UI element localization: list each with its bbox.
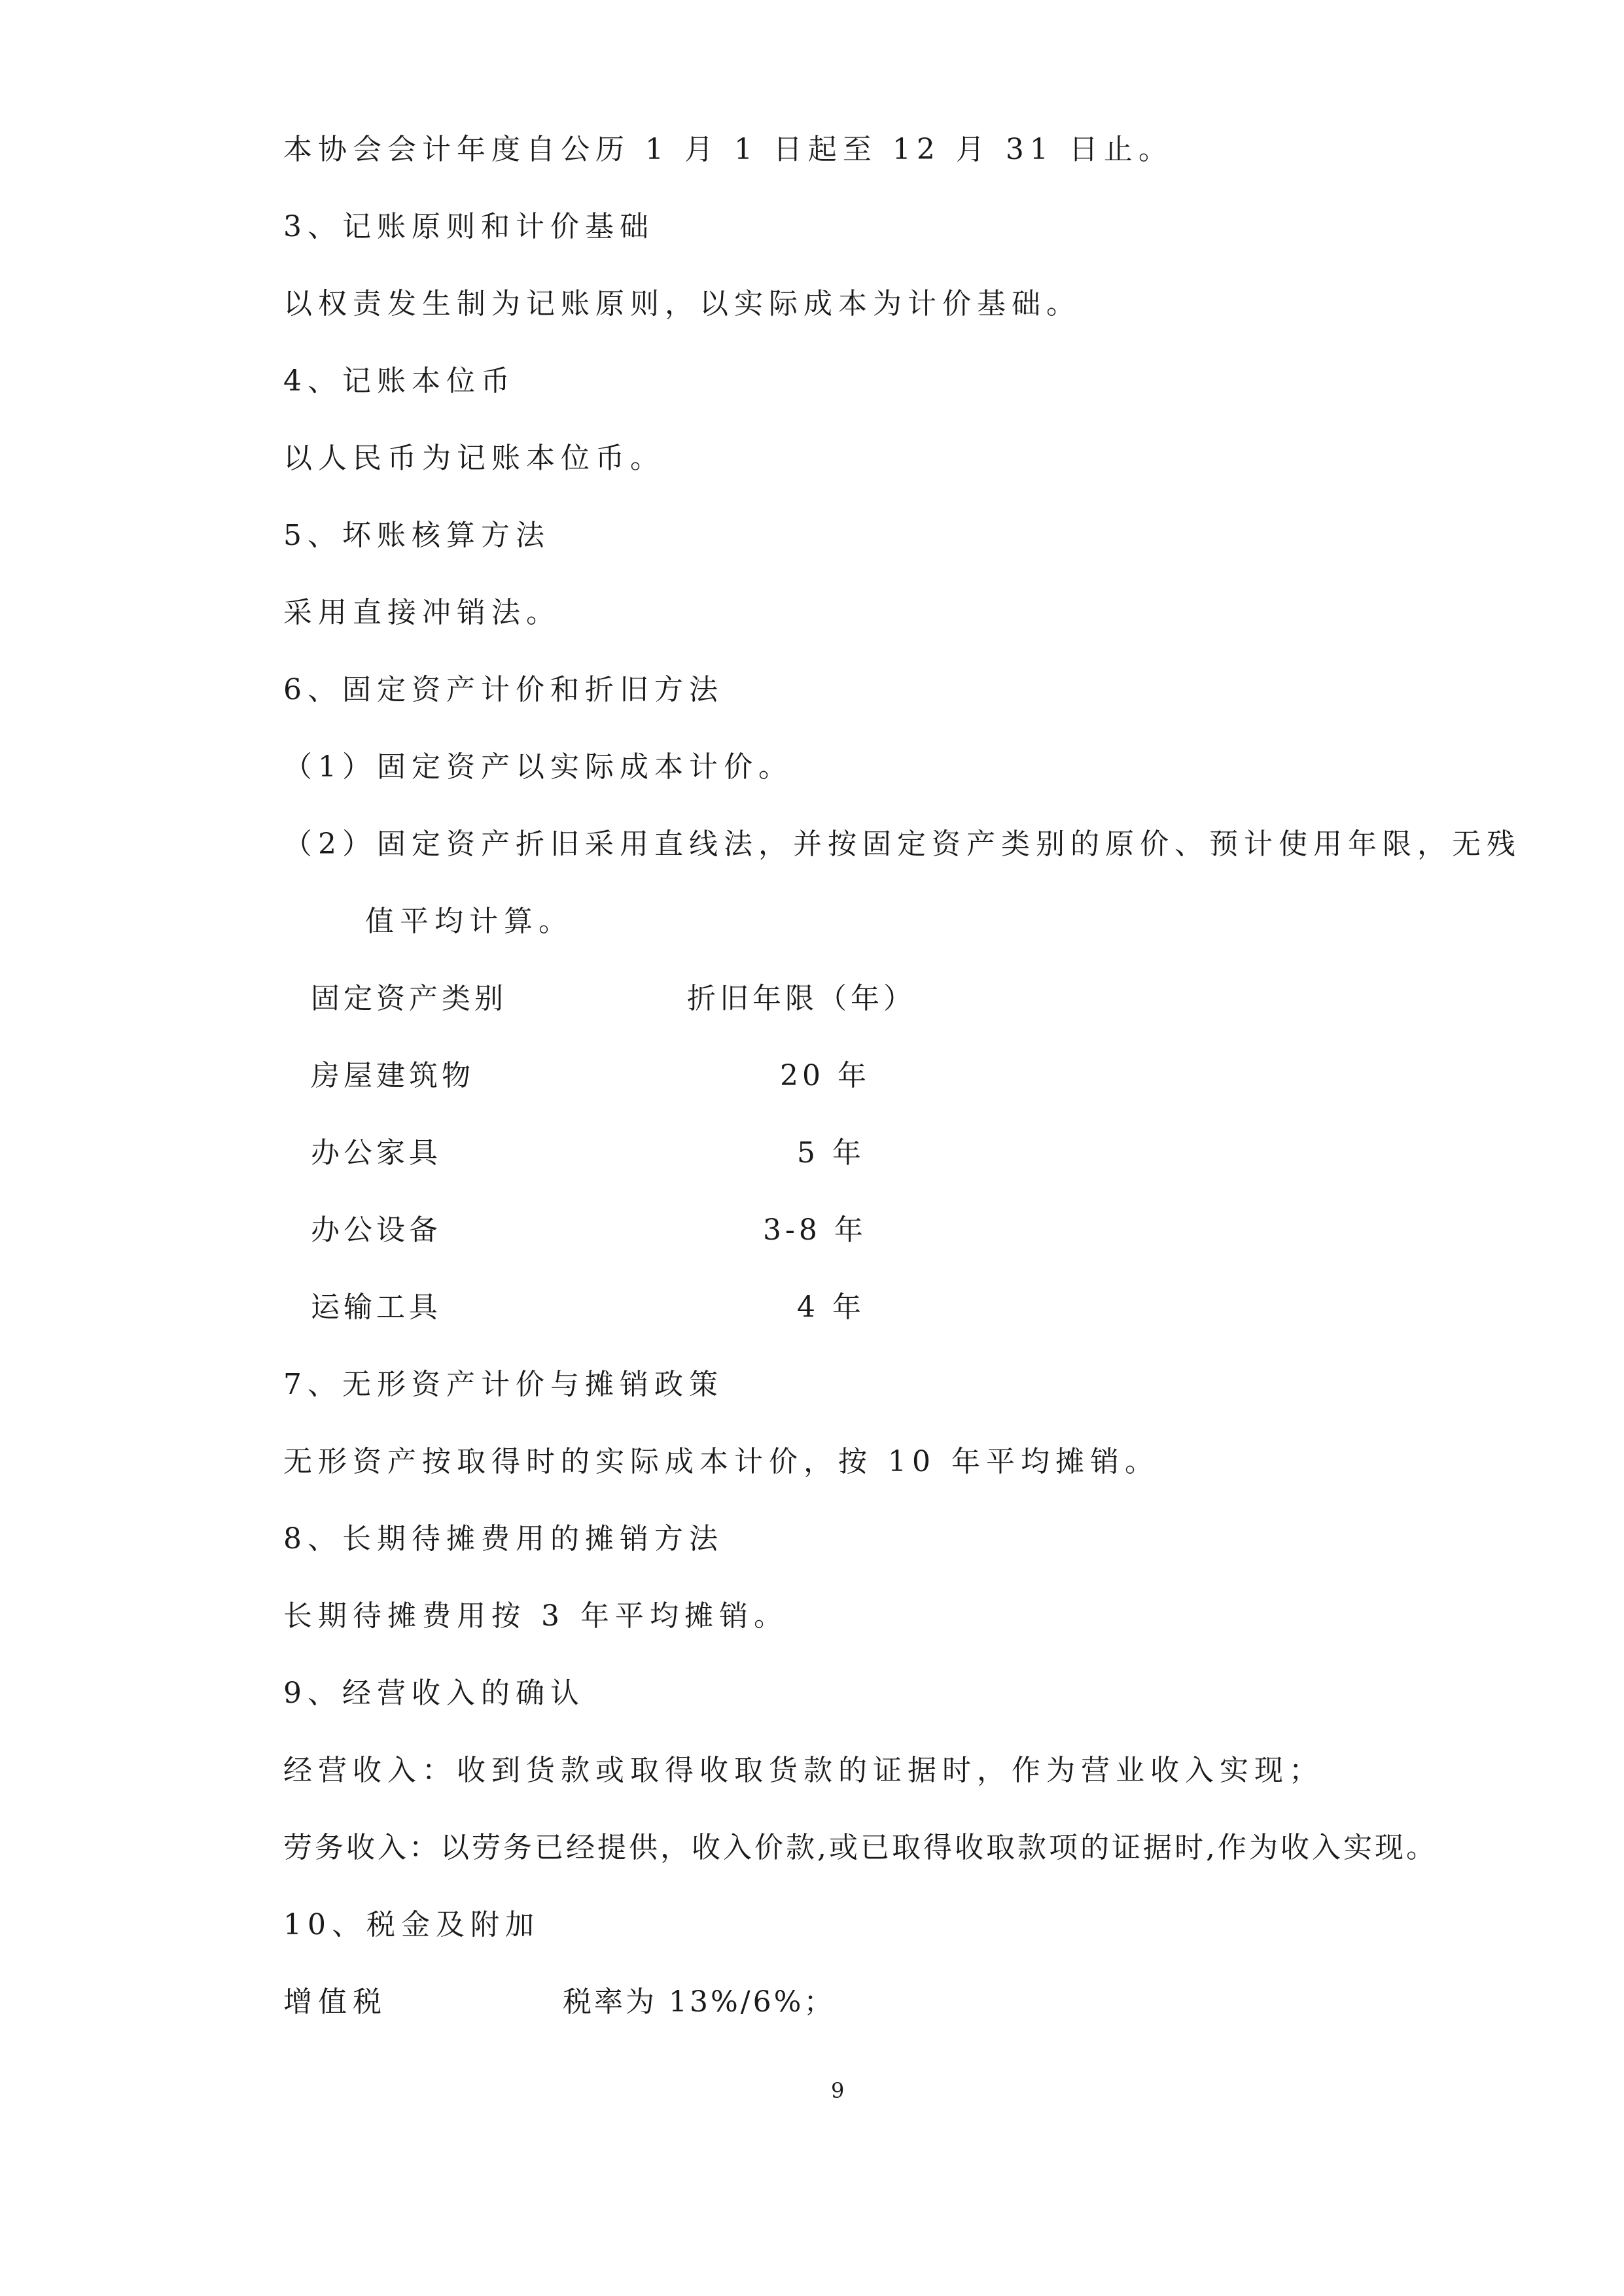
fixed-assets-item-2-cont: 值平均计算。 [365, 905, 573, 938]
fixed-assets-item-1: （1）固定资产以实际成本计价。 [283, 750, 793, 784]
bad-debt-text: 采用直接冲销法。 [283, 596, 561, 629]
service-revenue-text: 劳务收入：以劳务已经提供，收入价款,或已取得收取款项的证据时,作为收入实现。 [283, 1831, 1438, 1864]
bookkeeping-principle-text: 以权责发生制为记账原则，以实际成本为计价基础。 [283, 287, 1081, 321]
heading-long-term-expenses: 8、长期待摊费用的摊销方法 [283, 1522, 724, 1556]
table-row-category: 办公设备 [311, 1213, 442, 1247]
table-row-years: 4 年 [797, 1291, 865, 1324]
table-row-years: 3-8 年 [763, 1213, 867, 1247]
tax-rate: 税率为 13%/6%； [563, 1985, 836, 2019]
fixed-assets-item-2: （2）固定资产折旧采用直线法，并按固定资产类别的原价、预计使用年限，无残 [283, 827, 1521, 861]
table-header-years: 折旧年限（年） [687, 982, 916, 1015]
table-row-years: 5 年 [797, 1136, 865, 1170]
tax-name: 增值税 [283, 1985, 387, 2019]
table-header-category: 固定资产类别 [311, 982, 507, 1015]
operating-revenue-text: 经营收入：收到货款或取得收取货款的证据时，作为营业收入实现； [283, 1754, 1324, 1787]
page-number: 9 [831, 2078, 845, 2103]
intangible-assets-text: 无形资产按取得时的实际成本计价，按 10 年平均摊销。 [283, 1445, 1159, 1478]
table-row-category: 运输工具 [311, 1291, 442, 1324]
table-row-category: 办公家具 [311, 1136, 442, 1170]
heading-revenue-recognition: 9、经营收入的确认 [283, 1677, 585, 1710]
heading-currency: 4、记账本位币 [283, 364, 516, 398]
long-term-expenses-text: 长期待摊费用按 3 年平均摊销。 [283, 1599, 788, 1633]
heading-bookkeeping-principle: 3、记账原则和计价基础 [283, 210, 654, 243]
heading-bad-debt: 5、坏账核算方法 [283, 519, 550, 552]
heading-taxes: 10、税金及附加 [283, 1908, 540, 1941]
fiscal-year-text: 本协会会计年度自公历 1 月 1 日起至 12 月 31 日止。 [283, 133, 1173, 166]
table-row-years: 20 年 [780, 1059, 870, 1092]
table-row-category: 房屋建筑物 [311, 1059, 474, 1092]
currency-text: 以人民币为记账本位币。 [283, 442, 665, 475]
heading-intangible-assets: 7、无形资产计价与摊销政策 [283, 1368, 724, 1401]
heading-fixed-assets: 6、固定资产计价和折旧方法 [283, 673, 724, 706]
